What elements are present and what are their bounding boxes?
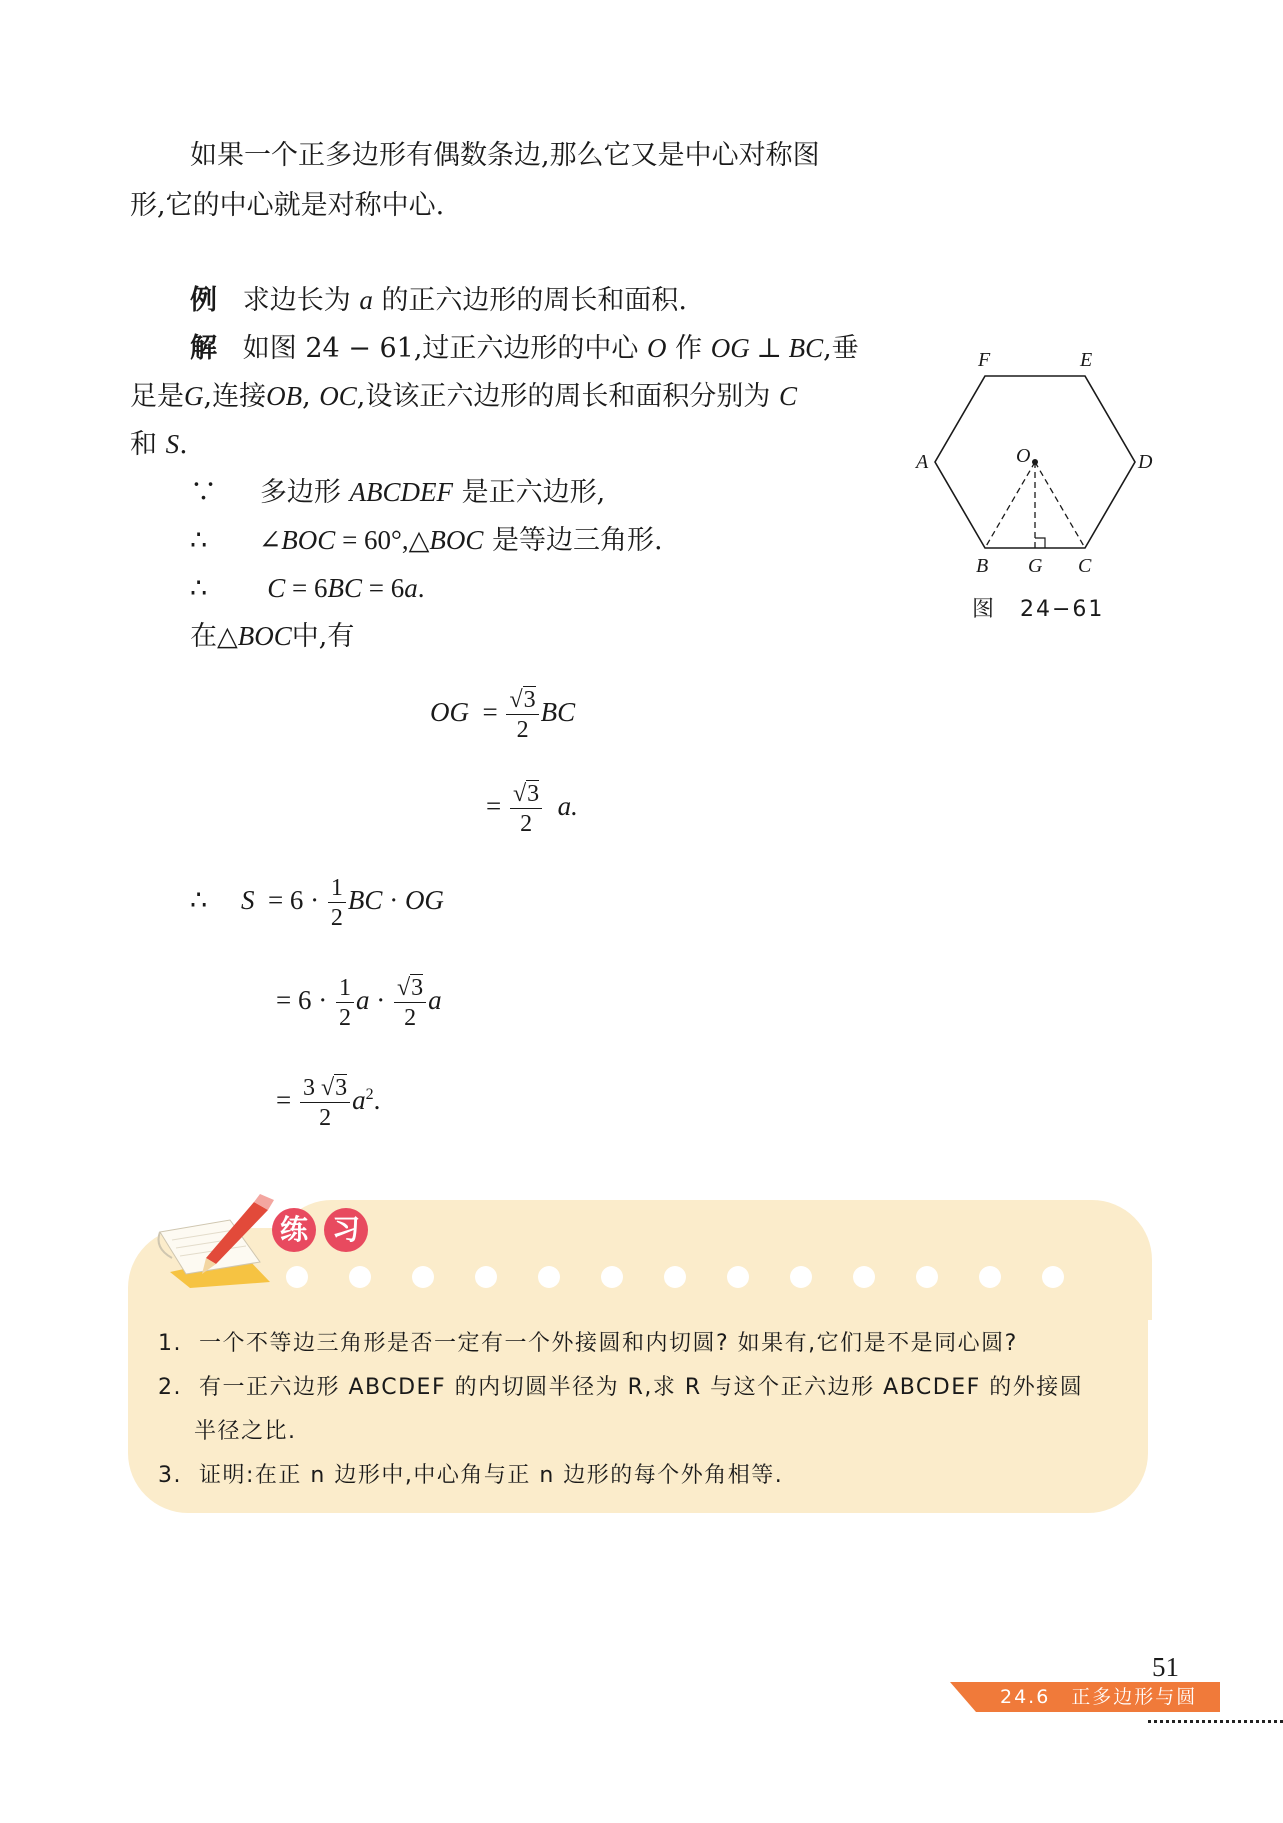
formula-og-1: OG = $\frac{√3}{2}$ BC — [430, 687, 576, 743]
pencil-paper-icon — [150, 1192, 290, 1292]
label-a: A — [916, 451, 929, 473]
page-number: 51 — [1152, 1652, 1179, 1682]
exercise-badge-1: 练 — [272, 1208, 316, 1252]
proof-step-3: ∴ C = 6BC = 6a. — [190, 573, 425, 604]
dot — [475, 1266, 497, 1288]
exercise-item-2: 2. 有一正六边形 ABCDEF 的内切圆半径为 R,求 R 与这个正六边形 ABCDEF 的外接圆 — [158, 1375, 1084, 1400]
formula-og-2: = $\frac{√3}{2}$ a. — [486, 781, 578, 837]
dot — [349, 1266, 371, 1288]
segment-ob — [985, 462, 1035, 548]
right-angle-mark — [1035, 538, 1045, 548]
fraction-sqrt3-over-2: $\frac{√3}{2}$ — [510, 782, 542, 836]
proof-step-2: ∴ ∠BOC = 60°,△BOC 是等边三角形. — [190, 525, 663, 556]
dot — [664, 1266, 686, 1288]
solution-line-1: 解 如图 24 − 61,过正六边形的中心 O 作 OG ⊥ BC,垂 — [190, 333, 859, 364]
formula-area-1: ∴ S = 6 · $\frac{1}{2}$ BC · OG — [190, 875, 444, 931]
label-f: F — [978, 349, 991, 371]
dot — [412, 1266, 434, 1288]
exercise-badge-2: 习 — [324, 1208, 368, 1252]
section-title: 24.6 正多边形与圆 — [1000, 1686, 1198, 1708]
because-symbol: ∵ — [190, 477, 217, 508]
label-b: B — [976, 555, 989, 577]
fraction-sqrt3-over-2: $\frac{√3}{2}$ — [506, 688, 538, 742]
label-d: D — [1138, 451, 1153, 473]
fraction-1-over-2: $\frac{1}{2}$ — [328, 876, 346, 930]
exercise-item-3: 3. 证明:在正 n 边形中,中心角与正 n 边形的每个外角相等. — [158, 1463, 784, 1488]
therefore-symbol: ∴ — [190, 573, 208, 604]
label-c: C — [1078, 555, 1092, 577]
proof-step-1: ∵ 多边形 ABCDEF 是正六边形, — [190, 477, 606, 508]
solution-label: 解 — [190, 333, 217, 364]
exercise-item-2-cont: 半径之比. — [194, 1419, 297, 1444]
dot — [538, 1266, 560, 1288]
label-g: G — [1028, 555, 1043, 577]
figure-caption: 图 24−61 — [972, 597, 1105, 622]
intro-line-2: 形,它的中心就是对称中心. — [130, 190, 445, 221]
dot — [1042, 1266, 1064, 1288]
dot — [790, 1266, 812, 1288]
formula-area-3: = $\frac{3 √3}{2}$ $a^2$. — [276, 1075, 381, 1131]
center-point-o — [1032, 459, 1038, 465]
segment-oc — [1035, 462, 1085, 548]
footer-dotted-line — [1148, 1720, 1283, 1723]
dot — [601, 1266, 623, 1288]
formula-area-2: = 6 · $\frac{1}{2}$ a · $\frac{√3}{2}$ a — [276, 975, 442, 1031]
intro-line-1: 如果一个正多边形有偶数条边,那么它又是中心对称图 — [190, 140, 820, 171]
example-label: 例 — [190, 285, 217, 316]
label-o: O — [1016, 445, 1031, 467]
fraction-sqrt3-over-2: $\frac{√3}{2}$ — [394, 976, 426, 1030]
example-statement: 例 求边长为 a 的正六边形的周长和面积. — [190, 285, 688, 316]
label-e: E — [1080, 349, 1093, 371]
therefore-symbol: ∴ — [190, 525, 208, 556]
dot — [916, 1266, 938, 1288]
dot — [853, 1266, 875, 1288]
solution-line-3: 和 S. — [130, 429, 188, 460]
proof-step-4: 在△BOC中,有 — [190, 621, 355, 652]
hexagon-figure — [900, 340, 1170, 580]
dot — [727, 1266, 749, 1288]
solution-line-2: 足是G,连接OB, OC,设该正六边形的周长和面积分别为 C — [130, 381, 797, 412]
fraction-3sqrt3-over-2: $\frac{3 √3}{2}$ — [300, 1076, 350, 1130]
fraction-1-over-2: $\frac{1}{2}$ — [336, 976, 354, 1030]
dot — [979, 1266, 1001, 1288]
exercise-item-1: 1. 一个不等边三角形是否一定有一个外接圆和内切圆? 如果有,它们是不是同心圆? — [158, 1331, 1018, 1356]
